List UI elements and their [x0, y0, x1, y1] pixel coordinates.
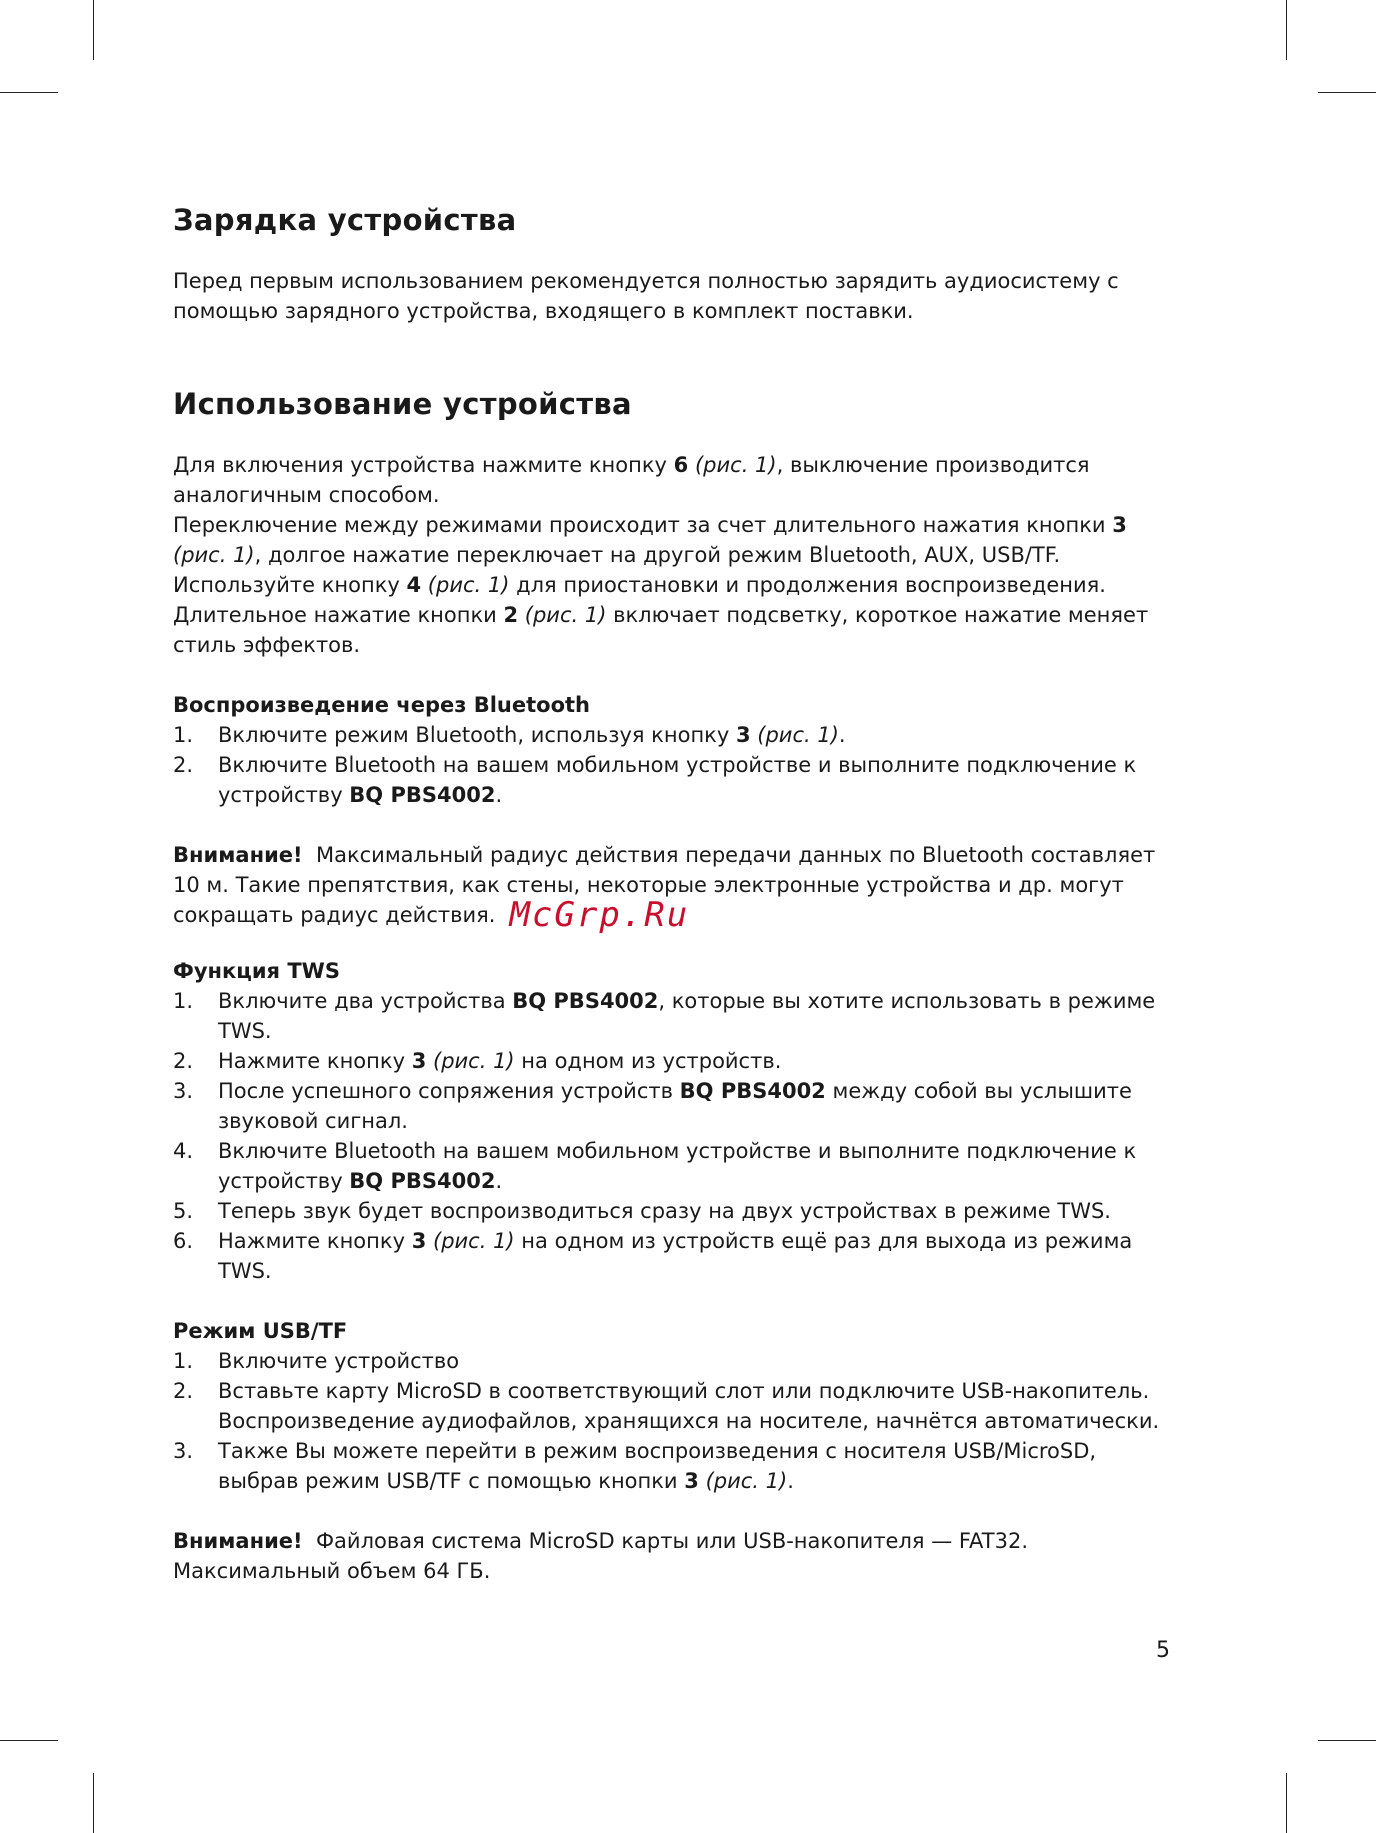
charging-text: Перед первым использованием рекомендуется полностью зарядить аудиосистему с помощью зарядного устройства, входящего в комплект поставки. — [173, 269, 1119, 323]
crop-mark — [1318, 1740, 1376, 1741]
list-item: 3. Также Вы можете перейти в режим воспроизведения с носителя USB/MicroSD, выбрав режим USB/TF с помощью кнопки 3 (рис. 1). — [173, 1439, 1097, 1493]
list-item: 6. Нажмите кнопку 3 (рис. 1) на одном из устройств ещё раз для выхода из режима TWS. — [173, 1229, 1133, 1283]
bluetooth-heading: Воспроизведение через Bluetooth — [173, 693, 591, 717]
list-item: 1. Включите режим Bluetooth, используя кнопку 3 (рис. 1). — [173, 723, 846, 747]
usbtf-steps — [173, 1346, 1173, 1496]
crop-mark — [1318, 92, 1376, 93]
list-item: 1. Включите два устройства BQ PBS4002, которые вы хотите использовать в режиме TWS. — [173, 989, 1156, 1043]
usage-heading: Использование устройства — [173, 387, 632, 421]
notice-bluetooth-range: Внимание! Максимальный радиус действия передачи данных по Bluetooth составляет 10 м. Такие препятствия, как стены, некоторые электронные устройства и др. могут сокращать радиус действия. McGrp.Ru — [173, 843, 1156, 935]
tws-heading: Функция TWS — [173, 959, 340, 983]
crop-mark — [1286, 1773, 1287, 1833]
watermark: McGrp.Ru — [509, 895, 690, 935]
crop-mark — [1286, 0, 1287, 60]
list-item: 3. После успешного сопряжения устройств BQ PBS4002 между собой вы услышите звуковой сигнал. — [173, 1079, 1132, 1133]
notice-filesystem: Внимание! Файловая система MicroSD карты или USB-накопителя — FAT32. Максимальный объем 64 ГБ. — [173, 1529, 1028, 1583]
crop-mark — [0, 1740, 58, 1741]
list-item: 2. Включите Bluetooth на вашем мобильном устройстве и выполните подключение к устройству BQ PBS4002. — [173, 753, 1137, 807]
usage-paragraph: Используйте кнопку 4 (рис. 1) для приостановки и продолжения воспроизведения. — [173, 573, 1106, 597]
usage-paragraph: Переключение между режимами происходит за счет длительного нажатия кнопки 3 (рис. 1), долгое нажатие переключает на другой режим Bluetooth, AUX, USB/TF. — [173, 513, 1127, 567]
page-number: 5 — [1156, 1638, 1170, 1663]
charging-heading: Зарядка устройства — [173, 203, 517, 237]
bluetooth-steps — [173, 720, 1173, 810]
crop-mark — [93, 1773, 94, 1833]
usbtf-heading: Режим USB/TF — [173, 1319, 348, 1343]
usage-paragraph: Для включения устройства нажмите кнопку 6 (рис. 1), выключение производится аналогичным способом. — [173, 453, 1090, 507]
crop-mark — [0, 92, 58, 93]
usage-paragraph: Длительное нажатие кнопки 2 (рис. 1) включает подсветку, короткое нажатие меняет стиль эффектов. — [173, 603, 1149, 657]
list-item: 2. Нажмите кнопку 3 (рис. 1) на одном из устройств. — [173, 1049, 782, 1073]
tws-steps — [173, 986, 1173, 1286]
crop-mark — [93, 0, 94, 60]
list-item: 4. Включите Bluetooth на вашем мобильном устройстве и выполните подключение к устройству BQ PBS4002. — [173, 1139, 1137, 1193]
list-item: 2. Вставьте карту MicroSD в соответствующий слот или подключите USB-накопитель. Воспроизведение аудиофайлов, хранящихся на носителе, начнётся автоматически. — [173, 1379, 1160, 1433]
list-item: 1. Включите устройство — [173, 1349, 460, 1373]
page-content — [173, 202, 1173, 1586]
usage-text — [173, 450, 1173, 660]
list-item: 5. Теперь звук будет воспроизводиться сразу на двух устройствах в режиме TWS. — [173, 1199, 1111, 1223]
